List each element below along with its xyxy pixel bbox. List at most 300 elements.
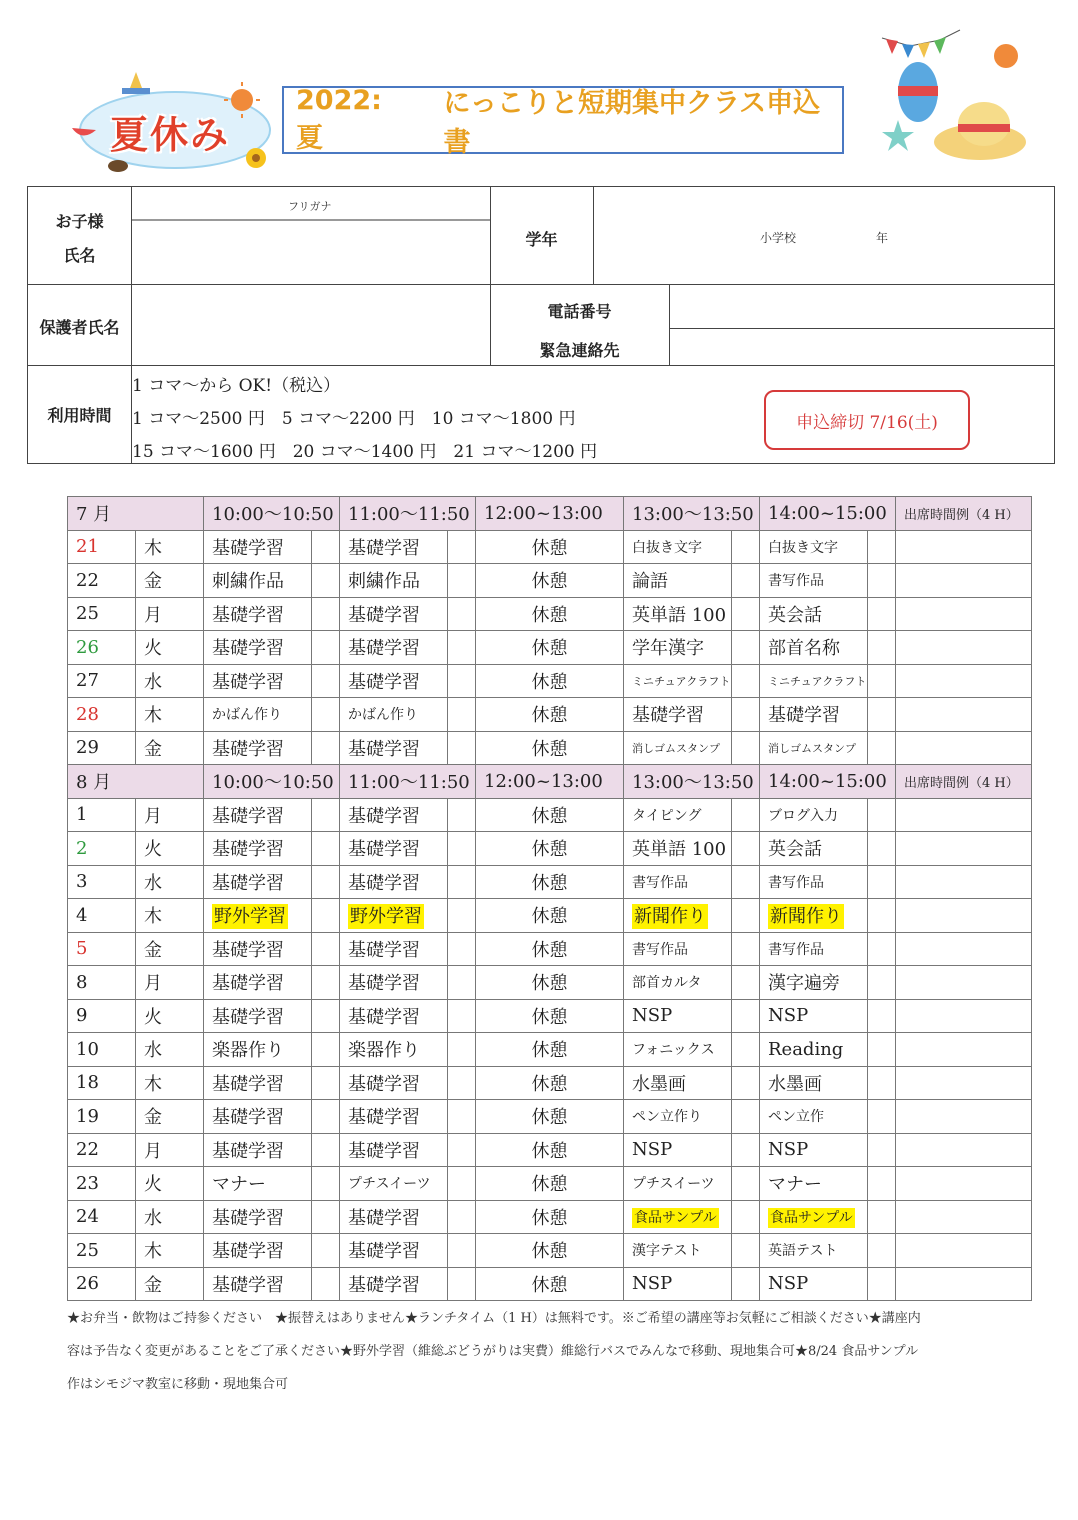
slot-header: 10:00〜10:50	[204, 765, 340, 799]
table-row	[68, 698, 1032, 732]
date-cell: 26	[68, 1267, 136, 1301]
attend-cell	[896, 899, 1032, 933]
class-cell: 消しゴムスタンプ	[760, 731, 868, 765]
class-cell: 基礎学習	[204, 966, 312, 1000]
table-row	[68, 966, 1032, 1000]
break-cell: 休憩	[476, 1234, 624, 1268]
break-cell: 休憩	[476, 597, 624, 631]
class-cell: マナー	[760, 1167, 868, 1201]
spacer-cell	[312, 1167, 340, 1201]
spacer-cell	[448, 1033, 476, 1067]
spacer-cell	[448, 631, 476, 665]
table-row	[68, 865, 1032, 899]
grade-unit: 年	[876, 231, 889, 245]
spacer-cell	[732, 966, 760, 1000]
class-cell: 基礎学習	[204, 597, 312, 631]
date-cell: 4	[68, 899, 136, 933]
spacer-cell	[312, 530, 340, 564]
spacer-cell	[448, 832, 476, 866]
spacer-cell	[448, 1066, 476, 1100]
class-cell: 基礎学習	[204, 1234, 312, 1268]
spacer-cell	[448, 899, 476, 933]
attend-cell	[896, 798, 1032, 832]
spacer-cell	[868, 1100, 896, 1134]
slot-header: 11:00〜11:50	[340, 497, 476, 531]
spacer-cell	[312, 966, 340, 1000]
attend-header: 出席時間例（4 H）	[896, 765, 1032, 799]
price-line: 1 コマ〜から OK!（税込）	[132, 376, 341, 396]
attend-cell	[896, 1066, 1032, 1100]
attend-cell	[896, 1267, 1032, 1301]
phone-field[interactable]	[670, 285, 1054, 327]
month-header-row	[68, 765, 1032, 799]
highlighted-text: 新聞作り	[634, 906, 706, 928]
spacer-cell	[732, 932, 760, 966]
class-cell: 基礎学習	[204, 932, 312, 966]
class-cell: 英会話	[760, 832, 868, 866]
class-cell	[340, 899, 448, 933]
class-cell: 基礎学習	[340, 1066, 448, 1100]
weekday-cell: 金	[136, 564, 204, 598]
table-row	[68, 530, 1032, 564]
price-line: 1 コマ〜2500 円 5 コマ〜2200 円 10 コマ〜1800 円	[132, 409, 576, 429]
class-cell: 刺繍作品	[340, 564, 448, 598]
table-row	[68, 1200, 1032, 1234]
table-row	[68, 932, 1032, 966]
spacer-cell	[732, 798, 760, 832]
spacer-cell	[732, 664, 760, 698]
class-cell: 基礎学習	[340, 597, 448, 631]
class-cell: 基礎学習	[340, 932, 448, 966]
spacer-cell	[868, 832, 896, 866]
spacer-cell	[312, 865, 340, 899]
spacer-cell	[312, 631, 340, 665]
break-cell: 休憩	[476, 530, 624, 564]
grade-field[interactable]	[594, 188, 1054, 283]
class-cell: 基礎学習	[204, 631, 312, 665]
class-cell: ミニチュアクラフト	[760, 664, 868, 698]
title-year: 2022:夏	[296, 85, 382, 154]
break-cell: 休憩	[476, 999, 624, 1033]
class-cell: NSP	[624, 1133, 732, 1167]
table-row	[68, 1267, 1032, 1301]
class-cell: 基礎学習	[340, 966, 448, 1000]
break-cell: 休憩	[476, 1100, 624, 1134]
class-cell: 白抜き文字	[760, 530, 868, 564]
spacer-cell	[868, 1133, 896, 1167]
child-name-field[interactable]	[132, 221, 489, 283]
spacer-cell	[448, 1167, 476, 1201]
attend-cell	[896, 698, 1032, 732]
page-title: にっこりと短期集中クラス申込書	[443, 88, 821, 158]
class-cell: マナー	[204, 1167, 312, 1201]
deadline-badge: 申込締切 7/16(土)	[764, 390, 970, 450]
class-cell: 楽器作り	[204, 1033, 312, 1067]
class-cell: 英単語 100	[624, 832, 732, 866]
date-cell: 2	[68, 832, 136, 866]
class-cell: 楽器作り	[340, 1033, 448, 1067]
schedule-body	[68, 497, 1032, 1301]
spacer-cell	[732, 1033, 760, 1067]
slot-header: 11:00〜11:50	[340, 765, 476, 799]
attend-cell	[896, 966, 1032, 1000]
highlighted-text: 食品サンプル	[634, 1209, 717, 1226]
guardian-label: 保護者氏名	[39, 318, 120, 337]
spacer-cell	[868, 865, 896, 899]
school-unit: 小学校	[760, 231, 797, 245]
attend-cell	[896, 932, 1032, 966]
title-box	[282, 85, 844, 158]
class-cell: 基礎学習	[340, 832, 448, 866]
class-cell: NSP	[624, 999, 732, 1033]
child-label: お子様	[55, 212, 104, 231]
table-row	[68, 631, 1032, 665]
table-row	[68, 798, 1032, 832]
attend-cell	[896, 1200, 1032, 1234]
class-cell: フォニックス	[624, 1033, 732, 1067]
spacer-cell	[312, 932, 340, 966]
date-cell: 29	[68, 731, 136, 765]
class-cell: プチスイーツ	[340, 1167, 448, 1201]
table-row	[68, 1133, 1032, 1167]
spacer-cell	[868, 1167, 896, 1201]
spacer-cell	[868, 597, 896, 631]
class-cell: かばん作り	[340, 698, 448, 732]
break-cell: 休憩	[476, 798, 624, 832]
spacer-cell	[312, 798, 340, 832]
class-cell: 英語テスト	[760, 1234, 868, 1268]
weekday-cell: 月	[136, 1133, 204, 1167]
spacer-cell	[312, 1133, 340, 1167]
spacer-cell	[868, 731, 896, 765]
class-cell: 学年漢字	[624, 631, 732, 665]
spacer-cell	[868, 530, 896, 564]
date-cell: 27	[68, 664, 136, 698]
spacer-cell	[312, 731, 340, 765]
class-cell: 基礎学習	[340, 530, 448, 564]
date-cell: 25	[68, 1234, 136, 1268]
spacer-cell	[312, 999, 340, 1033]
class-cell	[204, 899, 312, 933]
attend-cell	[896, 664, 1032, 698]
spacer-cell	[312, 1033, 340, 1067]
class-cell: 水墨画	[760, 1066, 868, 1100]
break-cell: 休憩	[476, 731, 624, 765]
slot-header: 12:00~13:00	[476, 497, 624, 531]
break-cell: 休憩	[476, 832, 624, 866]
weekday-cell: 木	[136, 530, 204, 564]
spacer-cell	[448, 731, 476, 765]
price-line: 15 コマ〜1600 円 20 コマ〜1400 円 21 コマ〜1200 円	[132, 442, 598, 462]
date-cell: 25	[68, 597, 136, 631]
spacer-cell	[312, 1234, 340, 1268]
class-cell: 基礎学習	[340, 631, 448, 665]
furigana-label: フリガナ	[288, 200, 332, 213]
table-row	[68, 597, 1032, 631]
weekday-cell: 木	[136, 1066, 204, 1100]
spacer-cell	[868, 899, 896, 933]
spacer-cell	[312, 1200, 340, 1234]
spacer-cell	[732, 698, 760, 732]
class-cell	[760, 1200, 868, 1234]
break-cell: 休憩	[476, 631, 624, 665]
weekday-cell: 火	[136, 1167, 204, 1201]
weekday-cell: 木	[136, 698, 204, 732]
spacer-cell	[868, 966, 896, 1000]
spacer-cell	[732, 564, 760, 598]
weekday-cell: 月	[136, 597, 204, 631]
table-row	[68, 664, 1032, 698]
date-cell: 10	[68, 1033, 136, 1067]
class-cell: 基礎学習	[340, 1267, 448, 1301]
spacer-cell	[732, 1167, 760, 1201]
class-cell: 基礎学習	[204, 664, 312, 698]
spacer-cell	[732, 1133, 760, 1167]
weekday-cell: 火	[136, 832, 204, 866]
class-cell: 基礎学習	[340, 1133, 448, 1167]
class-cell: 書写作品	[760, 865, 868, 899]
date-cell: 19	[68, 1100, 136, 1134]
spacer-cell	[312, 1100, 340, 1134]
table-row	[68, 1100, 1032, 1134]
date-cell: 24	[68, 1200, 136, 1234]
break-cell: 休憩	[476, 1033, 624, 1067]
spacer-cell	[732, 832, 760, 866]
class-cell: 部首カルタ	[624, 966, 732, 1000]
spacer-cell	[448, 1267, 476, 1301]
usage-label: 利用時間	[47, 406, 112, 425]
note-line: 作はシモジマ教室に移動・現地集合可	[67, 1377, 289, 1392]
table-row	[68, 1066, 1032, 1100]
class-cell: 消しゴムスタンプ	[624, 731, 732, 765]
break-cell: 休憩	[476, 1167, 624, 1201]
class-cell: 水墨画	[624, 1066, 732, 1100]
spacer-cell	[448, 530, 476, 564]
spacer-cell	[448, 1133, 476, 1167]
class-cell: ブログ入力	[760, 798, 868, 832]
weekday-cell: 火	[136, 999, 204, 1033]
attend-cell	[896, 832, 1032, 866]
date-cell: 21	[68, 530, 136, 564]
class-cell: Reading	[760, 1033, 868, 1067]
date-cell: 3	[68, 865, 136, 899]
class-cell: ミニチュアクラフト	[624, 664, 732, 698]
class-cell: 基礎学習	[624, 698, 732, 732]
date-cell: 22	[68, 1133, 136, 1167]
attend-cell	[896, 597, 1032, 631]
date-cell: 18	[68, 1066, 136, 1100]
class-cell	[624, 1200, 732, 1234]
break-cell: 休憩	[476, 932, 624, 966]
spacer-cell	[448, 966, 476, 1000]
weekday-cell: 水	[136, 1200, 204, 1234]
class-cell	[624, 899, 732, 933]
spacer-cell	[732, 530, 760, 564]
class-cell: 漢字テスト	[624, 1234, 732, 1268]
class-cell: 基礎学習	[204, 1200, 312, 1234]
weekday-cell: 水	[136, 664, 204, 698]
weekday-cell: 金	[136, 1100, 204, 1134]
slot-header: 13:00〜13:50	[624, 497, 760, 531]
date-cell: 1	[68, 798, 136, 832]
spacer-cell	[868, 1234, 896, 1268]
summer-illustration	[880, 20, 1030, 180]
spacer-cell	[868, 564, 896, 598]
class-cell: ペン立作	[760, 1100, 868, 1134]
break-cell: 休憩	[476, 698, 624, 732]
class-cell: 基礎学習	[340, 1100, 448, 1134]
class-cell: 英会話	[760, 597, 868, 631]
attend-cell	[896, 1033, 1032, 1067]
logo-text: 夏休み	[110, 113, 231, 157]
weekday-cell: 火	[136, 631, 204, 665]
break-cell: 休憩	[476, 966, 624, 1000]
class-cell: 漢字遍旁	[760, 966, 868, 1000]
attend-cell	[896, 1234, 1032, 1268]
spacer-cell	[732, 631, 760, 665]
emergency-field[interactable]	[670, 329, 1054, 364]
spacer-cell	[448, 1234, 476, 1268]
class-cell: 基礎学習	[204, 865, 312, 899]
month-header-row	[68, 497, 1032, 531]
spacer-cell	[312, 899, 340, 933]
class-cell: ペン立作り	[624, 1100, 732, 1134]
class-cell: 書写作品	[624, 865, 732, 899]
table-row	[68, 1033, 1032, 1067]
spacer-cell	[732, 1100, 760, 1134]
table-row	[68, 1167, 1032, 1201]
spacer-cell	[312, 564, 340, 598]
class-cell: 英単語 100	[624, 597, 732, 631]
class-cell: 基礎学習	[204, 1133, 312, 1167]
spacer-cell	[868, 999, 896, 1033]
spacer-cell	[312, 1066, 340, 1100]
date-cell: 23	[68, 1167, 136, 1201]
spacer-cell	[732, 1267, 760, 1301]
spacer-cell	[448, 664, 476, 698]
class-cell: 部首名称	[760, 631, 868, 665]
date-cell: 28	[68, 698, 136, 732]
slot-header: 10:00〜10:50	[204, 497, 340, 531]
spacer-cell	[448, 597, 476, 631]
class-cell: 白抜き文字	[624, 530, 732, 564]
date-cell: 22	[68, 564, 136, 598]
spacer-cell	[732, 999, 760, 1033]
class-cell: 基礎学習	[204, 1100, 312, 1134]
spacer-cell	[868, 798, 896, 832]
slot-header: 13:00〜13:50	[624, 765, 760, 799]
weekday-cell: 水	[136, 865, 204, 899]
spacer-cell	[312, 664, 340, 698]
date-cell: 5	[68, 932, 136, 966]
attend-cell	[896, 631, 1032, 665]
class-cell: 論語	[624, 564, 732, 598]
form-divider	[28, 365, 1054, 366]
note-line: 容は予告なく変更があることをご了承ください★野外学習（維総ぶどうがりは実費）維総行バスでみんなで移動、現地集合可★8/24 食品サンプル	[67, 1344, 919, 1359]
spacer-cell	[868, 932, 896, 966]
weekday-cell: 金	[136, 932, 204, 966]
spacer-cell	[448, 564, 476, 598]
table-row	[68, 832, 1032, 866]
class-cell: NSP	[760, 999, 868, 1033]
class-cell: 刺繍作品	[204, 564, 312, 598]
spacer-cell	[732, 1066, 760, 1100]
attend-cell	[896, 530, 1032, 564]
class-cell: 基礎学習	[204, 1066, 312, 1100]
weekday-cell: 金	[136, 1267, 204, 1301]
weekday-cell: 月	[136, 798, 204, 832]
class-cell: 基礎学習	[340, 1234, 448, 1268]
spacer-cell	[448, 798, 476, 832]
spacer-cell	[868, 1033, 896, 1067]
class-cell: NSP	[624, 1267, 732, 1301]
class-cell: 基礎学習	[340, 664, 448, 698]
month-label: 8 月	[68, 765, 204, 799]
class-cell: 基礎学習	[340, 731, 448, 765]
class-cell	[760, 899, 868, 933]
spacer-cell	[868, 698, 896, 732]
spacer-cell	[312, 832, 340, 866]
class-cell: 書写作品	[760, 932, 868, 966]
date-cell: 26	[68, 631, 136, 665]
break-cell: 休憩	[476, 899, 624, 933]
break-cell: 休憩	[476, 865, 624, 899]
slot-header: 14:00~15:00	[760, 765, 896, 799]
highlighted-text: 野外学習	[214, 906, 286, 928]
break-cell: 休憩	[476, 564, 624, 598]
weekday-cell: 木	[136, 899, 204, 933]
slot-header: 14:00~15:00	[760, 497, 896, 531]
attend-cell	[896, 1133, 1032, 1167]
attend-cell	[896, 731, 1032, 765]
weekday-cell: 水	[136, 1033, 204, 1067]
table-row	[68, 731, 1032, 765]
spacer-cell	[732, 865, 760, 899]
break-cell: 休憩	[476, 1133, 624, 1167]
class-cell: 基礎学習	[340, 798, 448, 832]
highlighted-text: 新聞作り	[770, 906, 842, 928]
guardian-name-field[interactable]	[132, 285, 489, 364]
class-cell: タイピング	[624, 798, 732, 832]
class-cell: 基礎学習	[204, 798, 312, 832]
table-row	[68, 999, 1032, 1033]
spacer-cell	[732, 1234, 760, 1268]
table-row	[68, 899, 1032, 933]
spacer-cell	[448, 932, 476, 966]
application-form	[27, 186, 1055, 464]
class-cell: 書写作品	[624, 932, 732, 966]
child-name-label: 氏名	[63, 246, 96, 265]
break-cell: 休憩	[476, 1267, 624, 1301]
attend-cell	[896, 865, 1032, 899]
grade-label: 学年	[525, 230, 558, 249]
spacer-cell	[448, 1100, 476, 1134]
class-cell: 基礎学習	[340, 865, 448, 899]
break-cell: 休憩	[476, 1200, 624, 1234]
note-line: ★お弁当・飲物はご持参ください ★振替えはありません★ランチタイム（1 H）は無料です。※ご希望の講座等お気軽にご相談ください★講座内	[67, 1311, 921, 1326]
spacer-cell	[868, 1066, 896, 1100]
class-cell: NSP	[760, 1133, 868, 1167]
attend-cell	[896, 1167, 1032, 1201]
weekday-cell: 月	[136, 966, 204, 1000]
attend-cell	[896, 1100, 1032, 1134]
beach-decoration-icon	[880, 20, 1030, 180]
class-cell: 基礎学習	[340, 1200, 448, 1234]
class-cell: 基礎学習	[760, 698, 868, 732]
attend-cell	[896, 999, 1032, 1033]
spacer-cell	[732, 731, 760, 765]
class-cell: 基礎学習	[204, 530, 312, 564]
